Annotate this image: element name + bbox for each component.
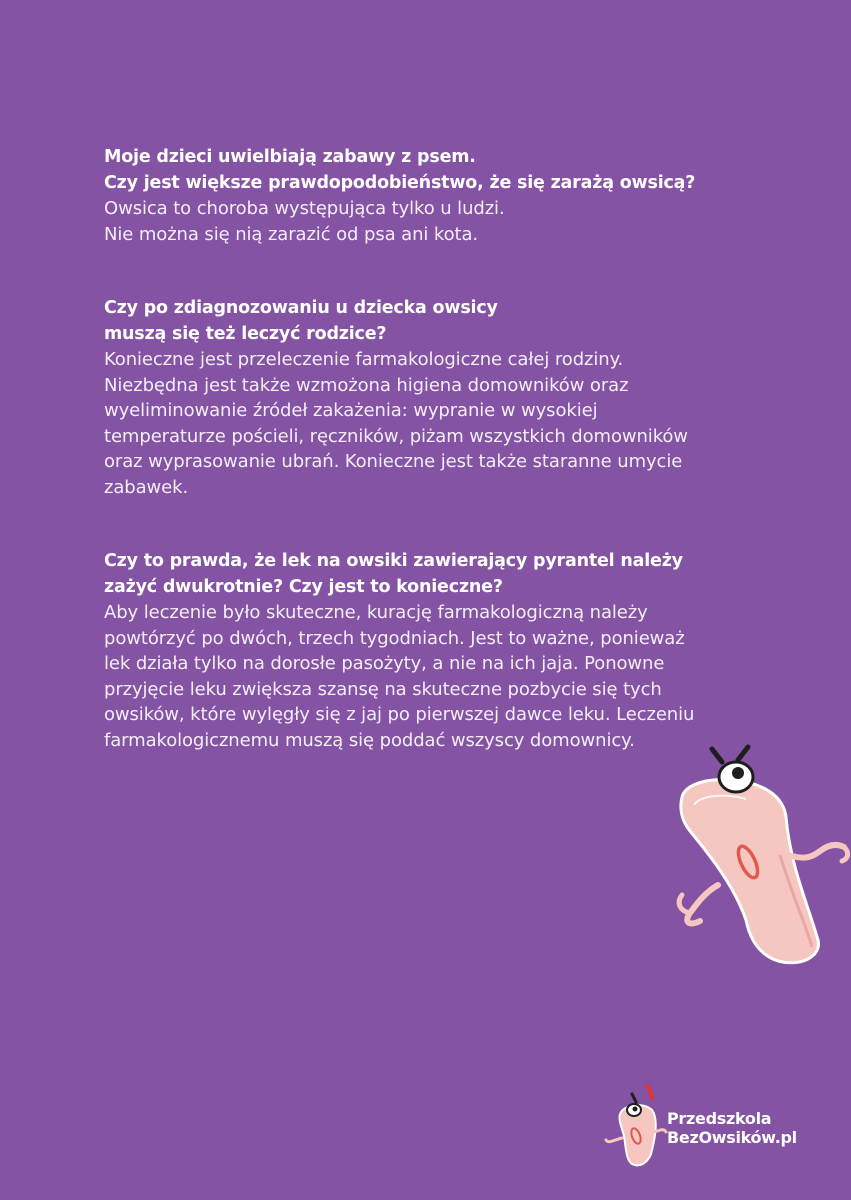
logo-line-2: BezOwsików.pl bbox=[667, 1128, 797, 1147]
pinworm-logo-icon bbox=[600, 1078, 670, 1173]
logo-line-1: Przedszkola bbox=[667, 1109, 772, 1128]
faq-item bbox=[104, 549, 794, 753]
faq-item bbox=[104, 296, 794, 500]
faq-question: Czy to prawda, że lek na owsiki zawierający pyrantel należy zażyć dwukrotnie? Czy jest to konieczne? bbox=[104, 551, 683, 597]
faq-section bbox=[104, 145, 794, 753]
faq-item bbox=[104, 145, 794, 247]
faq-question: Czy po zdiagnozowaniu u dziecka owsicy muszą się też leczyć rodzice? bbox=[104, 298, 498, 344]
faq-question: Moje dzieci uwielbiają zabawy z psem. Czy jest większe prawdopodobieństwo, że się zarażą owsicą? bbox=[104, 147, 696, 193]
faq-answer: Aby leczenie było skuteczne, kurację farmakologiczną należy powtórzyć po dwóch, trzech tygodniach. Jest to ważne, ponieważ lek działa tylko na dorosłe pasożyty, a nie na ich jaja. Ponowne przyjęcie leku zwiększa szansę na skuteczne pozbycie się tych owsików, które wylęgły się z jaj po pierwszej dawce leku. Leczeniu farmakologicznemu muszą się poddać wszyscy domownicy. bbox=[104, 602, 695, 751]
faq-answer: Owsica to choroba występująca tylko u ludzi. Nie można się nią zarazić od psa ani kota. bbox=[104, 198, 505, 245]
faq-answer: Konieczne jest przeleczenie farmakologiczne całej rodziny. Niezbędna jest także wzmożona higiena domowników oraz wyeliminowanie źródeł zakażenia: wypranie w wysokiej temperaturze pościeli, ręczników, piżam wszystkich domowników oraz wyprasowanie ubrań. Konieczne jest także staranne umycie zabawek. bbox=[104, 349, 688, 498]
pinworm-mascot-illustration bbox=[660, 735, 851, 985]
logo-wordmark bbox=[667, 1109, 797, 1147]
brand-logo[interactable] bbox=[600, 1078, 830, 1173]
